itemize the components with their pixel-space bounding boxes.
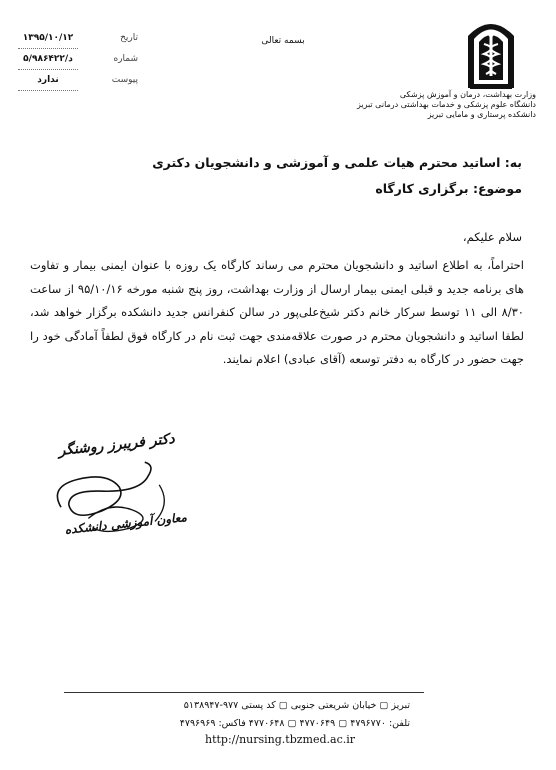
- letterhead-logo: [356, 14, 536, 120]
- date-value: ۱۳۹۵/۱۰/۱۲: [18, 28, 78, 49]
- org-name-line2: دانشگاه علوم پزشکی و خدمات بهداشتی درمانی تبریز: [356, 100, 536, 109]
- signer-name: دکتر فریبرز روشنگر: [57, 430, 176, 460]
- org-name-line3: دانشکده پرستاری و مامایی تبریز: [427, 110, 536, 119]
- greeting: سلام علیکم،: [462, 230, 522, 244]
- footer-phones: تلفن: ۴۷۹۶۷۷۰ ▢ ۴۷۷۰۶۴۹ ▢ ۴۷۷۰۶۴۸ فاکس: ۴۷۹۶۹۶۹: [179, 718, 410, 729]
- number-row: [18, 49, 138, 70]
- letter-meta: [18, 28, 138, 91]
- recipient-line: به: اساتید محترم هیات علمی و آموزشی و دانشجویان دکتری: [152, 155, 522, 170]
- org-name-line1: وزارت بهداشت، درمان و آموزش پزشکی: [399, 90, 536, 99]
- footer-address: تبریز ▢ خیابان شریعتی جنوبی ▢ کد پستی ۹۷۷-۵۱۳۸۹۴۷: [183, 700, 410, 711]
- bismillah: بسمه تعالی: [261, 36, 305, 46]
- letter-body: احتراماً، به اطلاع اساتید و دانشجویان محترم می رساند کارگاه یک روزه با عنوان ایمنی بیمار و تفاوت های برنامه جدید و قبلی ایمنی بیمار ارسال از وزارت بهداشت، روز پنج شنبه مورخه ۹۵/۱۰/۱۶ از ساعت ۸/۳۰ الی ۱۱ توسط سرکار خانم دکتر شیخ‌علی‌پور در سالن کنفرانس جدید دانشکده برگزار خواهد شد، لطفا اساتید و دانشجویان محترم در صورت علاقه‌مندی جهت ثبت نام در کارگاه فوق لطفاً آمادگی خود را جهت حضور در کارگاه به دفتر توسعه (آقای عبادی) اعلام نمایند.: [30, 258, 524, 366]
- number-value: ۵/د/۹۸۶۴۲۲: [18, 49, 78, 70]
- footer-divider: [64, 692, 424, 693]
- attachment-label: پیوست: [111, 75, 138, 85]
- footer-contact: [150, 697, 410, 733]
- signer-title: معاون آموزشی دانشکده: [64, 510, 188, 537]
- number-label: شماره: [113, 54, 138, 64]
- footer-url-link[interactable]: http://nursing.tbzmed.ac.ir: [204, 733, 356, 746]
- letter-address: [122, 150, 522, 202]
- signature-block: [24, 422, 197, 568]
- date-row: [18, 28, 138, 49]
- attachment-row: [18, 70, 138, 91]
- attachment-value: ندارد: [18, 70, 78, 91]
- university-emblem-icon: [462, 14, 520, 90]
- subject-line: موضوع: برگزاری کارگاه: [375, 181, 522, 196]
- date-label: تاریخ: [120, 33, 138, 43]
